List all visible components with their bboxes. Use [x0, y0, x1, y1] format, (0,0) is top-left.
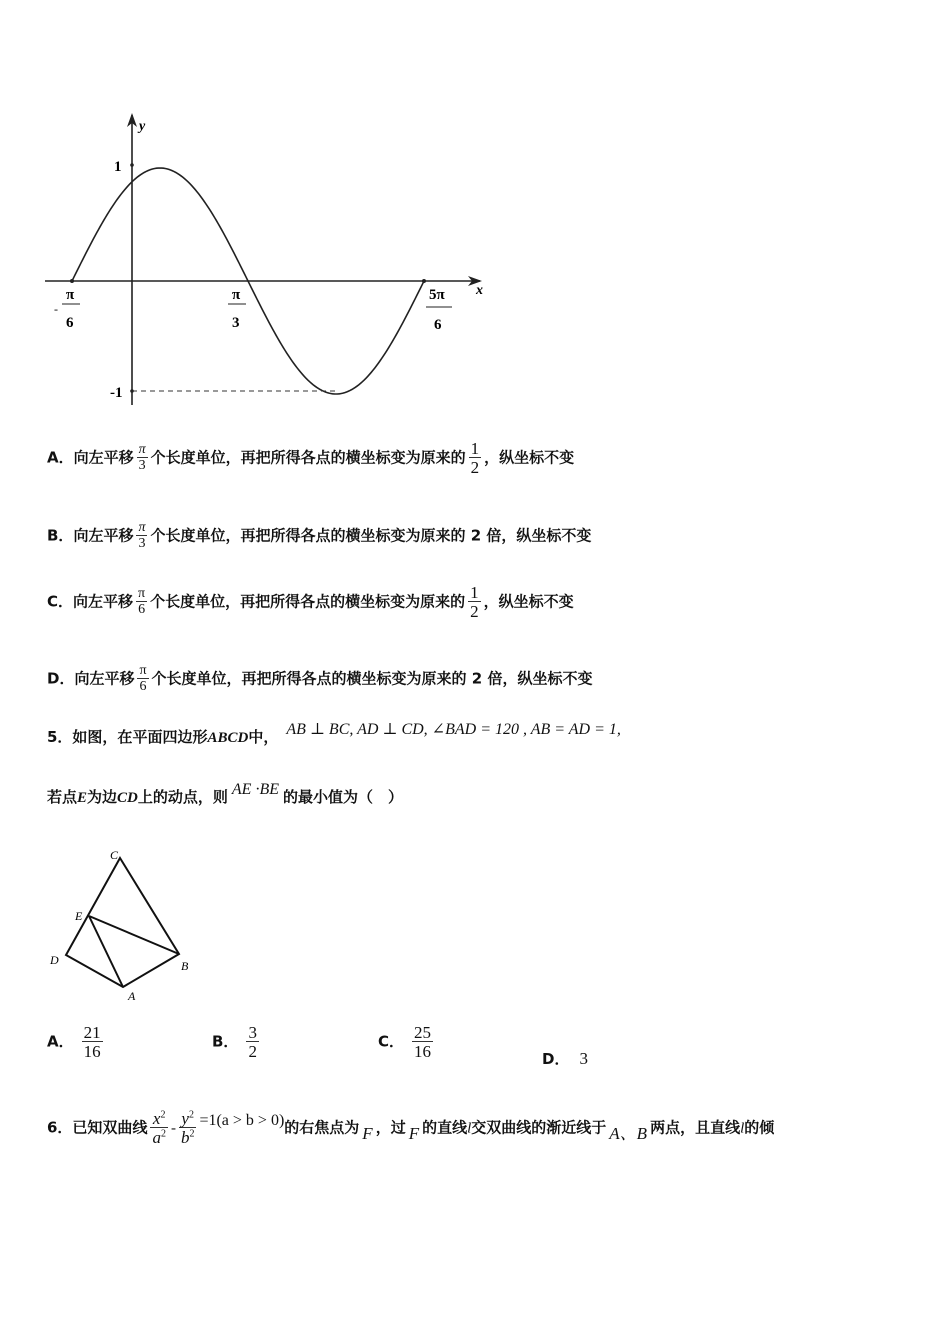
y-tick-top: 1 [114, 159, 122, 175]
option-b: B．向左平移 $\frac{\pi}{3}$ 个长度单位，再把所得各点的横坐标变为原来的 2 倍，纵坐标不变 [47, 520, 592, 551]
x-right-dot [422, 279, 426, 283]
q5-dot-product: AE ·BE [231, 781, 279, 798]
sine-graph [40, 105, 500, 425]
q5-line2: 若点E为边CD上的动点，则 AE ·BE 的最小值为（ ） [47, 781, 404, 806]
x-left-num: π [66, 287, 75, 303]
quad-outline [66, 858, 179, 987]
y-axis-label: y [139, 119, 146, 134]
option-d: D．向左平移 $\frac{\pi}{6}$ 个长度单位，再把所得各点的横坐标变为原来的 2 倍，纵坐标不变 [47, 663, 593, 694]
q5-answer-d: D． 3 [542, 1049, 588, 1068]
label-b: B [181, 959, 189, 973]
x-right-den: 6 [434, 317, 442, 333]
q6-frac-x: $\frac{x^2}{a^2}$ [152, 1109, 166, 1147]
y-top-dot [130, 163, 134, 167]
x-mid-den: 3 [232, 315, 240, 331]
y-tick-bottom: -1 [110, 385, 123, 401]
label-d: D [50, 953, 59, 967]
q6-line1: 6．已知双曲线 $\frac{x^2}{a^2}$ - $\frac{y^2}{b^2}$ =1(a > b > 0)的右焦点为 F ，过 F 的直线l交双曲线的渐近线于 A、B 两点，且直线l的倾 [47, 1109, 775, 1147]
q5-answer-c: C． $\frac{25}{16}$ [378, 1023, 432, 1061]
x-left-den: 6 [66, 315, 74, 331]
q6-frac-y: $\frac{y^2}{b^2}$ [180, 1109, 195, 1147]
q5-conditions: AB ⊥ BC, AD ⊥ CD, ∠BAD = 120 , AB = AD = 1, [286, 721, 621, 738]
q5-answer-b: B． $\frac{3}{2}$ [212, 1023, 257, 1061]
x-mid-num: π [232, 287, 241, 303]
x-left-sign: - [54, 302, 58, 316]
y-bottom-dot [130, 389, 134, 393]
q5-answer-a: A． $\frac{21}{16}$ [47, 1023, 101, 1061]
option-a: A．向左平移 $\frac{\pi}{3}$ 个长度单位，再把所得各点的横坐标变为原来的 $\frac{1}{2}$ ，纵坐标不变 [47, 439, 575, 477]
label-e: E [75, 909, 83, 923]
label-c: C [110, 848, 119, 862]
q5-line1: 5．如图，在平面四边形ABCD中， AB ⊥ BC, AD ⊥ CD, ∠BAD = 120 , AB = AD = 1, [47, 721, 621, 746]
x-axis-label: x [476, 283, 483, 298]
option-c: C．向左平移 $\frac{\pi}{6}$ 个长度单位，再把所得各点的横坐标变为原来的 $\frac{1}{2}$ ，纵坐标不变 [47, 583, 574, 621]
label-a: A [128, 989, 136, 1003]
segment-eb [89, 916, 179, 954]
x-right-num: 5π [429, 287, 445, 303]
option-a-frac: $\frac{\pi}{3}$ [138, 442, 146, 473]
quadrilateral-figure [44, 845, 204, 1010]
x-left-dot [70, 279, 74, 283]
